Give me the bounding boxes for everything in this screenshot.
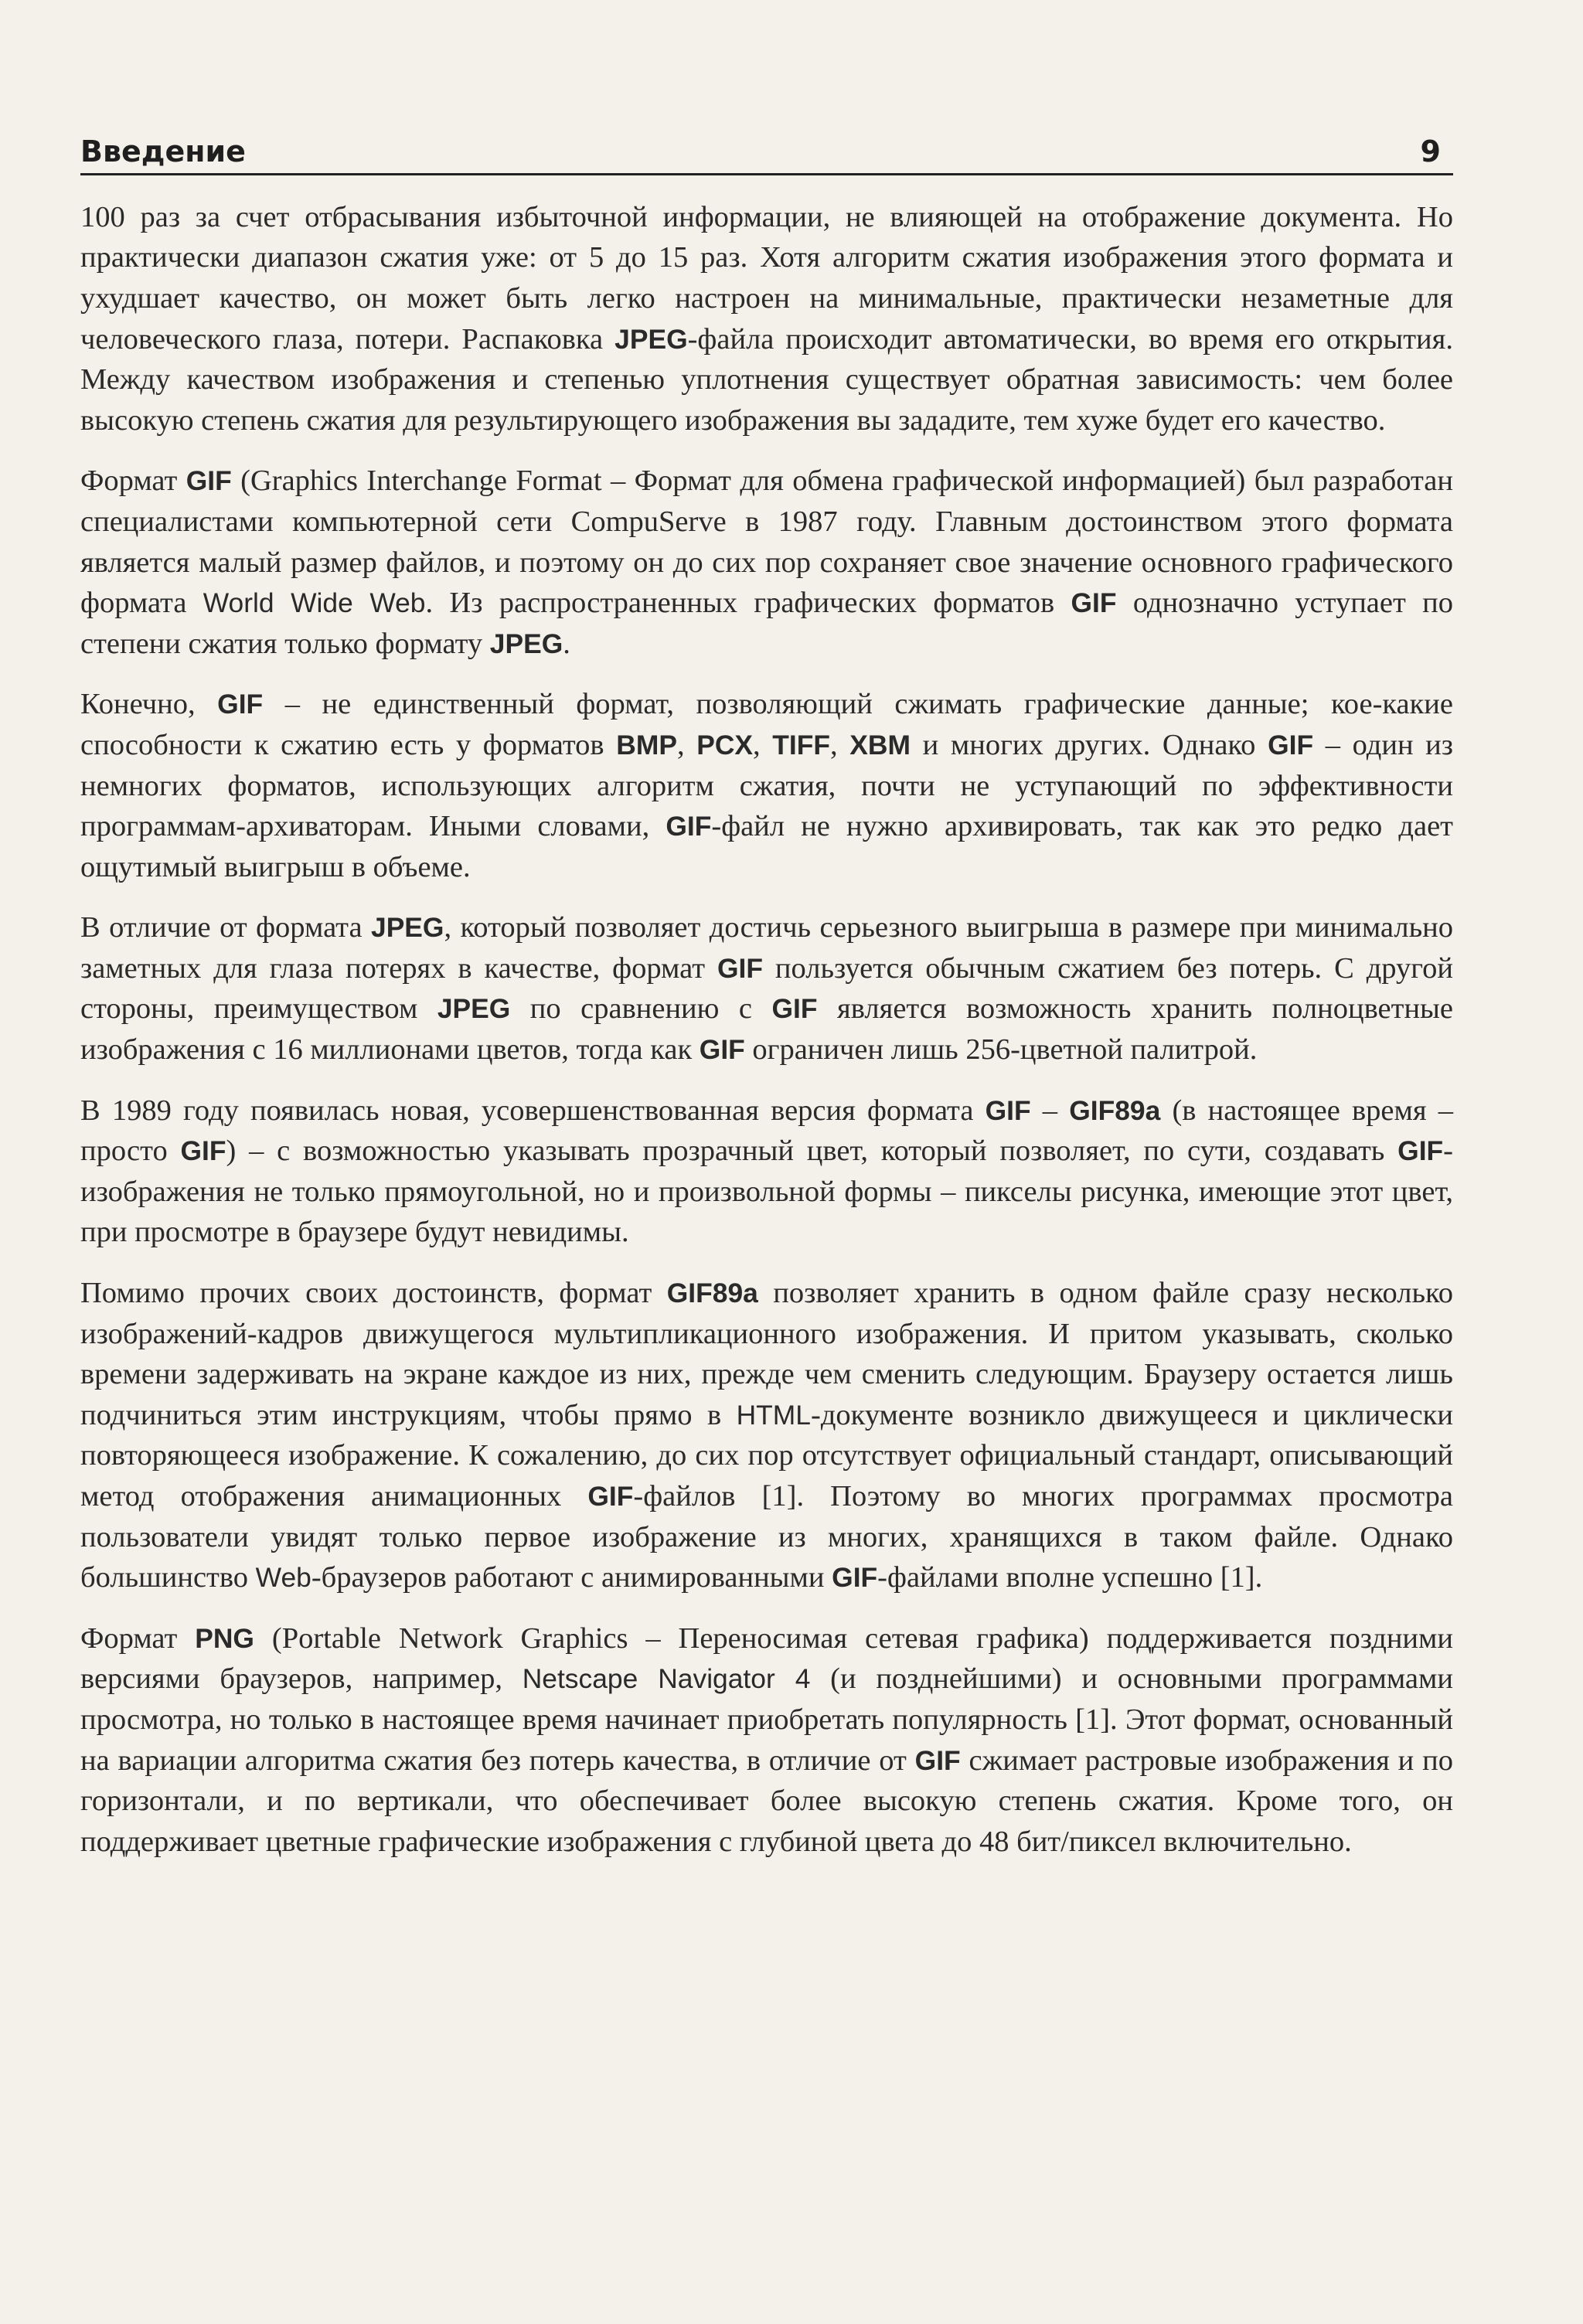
text-run: -файлами вполне успешно [1]. [877, 1561, 1263, 1594]
format-name: JPEG [371, 912, 444, 944]
text-run: ограничен лишь 256-цветной палитрой. [744, 1033, 1258, 1067]
paragraph [80, 907, 1453, 1070]
text-run: -файлов [1]. Поэтому во многих программах просмотра пользователи увидят только первое изображение из многих, хранящихся в таком файле. Однако большинство [80, 1480, 1453, 1594]
format-name: JPEG [437, 993, 511, 1025]
text-run: В отличие от формата [80, 911, 371, 944]
text-run: -документе возникло движущееся и циклически повторяющееся изображение. К сожалению, до сих пор отсутствует официальный стандарт, описывающий метод отображения анимационных [80, 1398, 1453, 1513]
text-run: ) – с возможностью указывать прозрачный цвет, который позволяет, по сути, создавать [226, 1135, 1398, 1168]
format-name: GIF [186, 465, 232, 497]
text-run: позволяет хранить в одном файле сразу несколько изображений-кадров движущегося мультипликационного изображения. И притом указывать, сколько времени задерживать на экране каждое из них, прежде чем сменить следующим. Браузеру остается лишь подчиниться этим инструкциям, чтобы прямо в [80, 1277, 1453, 1431]
format-name: TIFF [772, 729, 831, 760]
format-name: GIF89a [1069, 1094, 1161, 1126]
text-run: однозначно уступает по степени сжатия только формату [80, 587, 1453, 660]
body-text [80, 197, 1453, 1863]
format-name: GIF [699, 1034, 745, 1066]
text-run: -файла происходит автоматически, во время его открытия. Между качеством изображения и степенью уплотнения существует обратная зависимость: чем более высокую степень сжатия для результирующего изображения вы зададите, тем хуже будет его качество. [80, 322, 1453, 437]
text-run: – не единственный формат, позволяющий сжимать графические данные; кое-какие способности к сжатию есть у форматов [80, 688, 1453, 761]
text-run: (Portable Network Graphics – Переносимая сетевая графика) поддерживается поздними версиями браузеров, например, [80, 1621, 1453, 1696]
text-run: -изображения не только прямоугольной, но и произвольной формы – пикселы рисунка, имеющие этот цвет, при просмотре в браузере будут невидимы. [80, 1135, 1453, 1249]
text-run: , [753, 728, 773, 761]
book-page [80, 136, 1453, 1882]
text-run: -браузеров работают с анимированными [311, 1561, 832, 1594]
text-run: сжимает растровые изображения и по горизонтали, и по вертикали, что обеспечивает более высокую степень сжатия. Кроме того, он поддерживает цветные графические изображения с глубиной цвета до 48 бит/пиксел включительно. [80, 1744, 1453, 1858]
format-name: GIF [1071, 587, 1117, 619]
format-name: JPEG [489, 628, 563, 659]
format-name: JPEG [614, 323, 688, 355]
format-name: GIF [1397, 1135, 1444, 1167]
paragraph [80, 197, 1453, 441]
text-run: Netscape Navigator 4 [522, 1663, 811, 1695]
format-name: GIF [1268, 729, 1314, 760]
paragraph [80, 1618, 1453, 1863]
text-run: , [676, 728, 697, 761]
format-name: GIF89a [666, 1278, 758, 1309]
format-name: PNG [195, 1622, 254, 1654]
text-run: Формат [80, 464, 186, 498]
format-name: GIF [587, 1481, 634, 1512]
chapter-title: Введение [80, 134, 246, 168]
format-name: BMP [616, 729, 677, 760]
text-run: 100 раз за счет отбрасывания избыточной информации, не влияющей на отображение документа. Но практически диапазон сжатия уже: от 5 до 15 раз. Хотя алгоритм сжатия изображения этого формата и ухудшает качество, он может быть легко настроен на минимальные, практически незаметные для человеческого глаза, потери. Распаковка [80, 200, 1453, 356]
text-run: World Wide Web [203, 587, 426, 619]
format-name: GIF [217, 689, 264, 720]
format-name: GIF [985, 1094, 1031, 1126]
format-name: XBM [849, 729, 911, 760]
text-run: , [830, 728, 850, 761]
format-name: GIF [771, 993, 818, 1025]
text-run: (Graphics Interchange Format – Формат для обмена графической информацией) был разработан специалистами компьютерной сети CompuServe в 1987 году. Главным достоинством этого формата является малый размер файлов, и поэтому он до сих пор сохраняет свое значение основного графического формата [80, 464, 1453, 620]
text-run: Помимо прочих своих достоинств, формат [80, 1277, 667, 1310]
format-name: GIF [832, 1562, 878, 1594]
text-run: по сравнению с [510, 992, 772, 1026]
text-run: и многих других. Однако [910, 728, 1268, 761]
text-run: . [563, 627, 570, 660]
paragraph [80, 461, 1453, 664]
text-run: Конечно, [80, 688, 218, 721]
text-run: пользуется обычным сжатием без потерь. С другой стороны, преимуществом [80, 951, 1453, 1026]
format-name: GIF [666, 811, 712, 842]
text-run: Формат [80, 1621, 196, 1655]
text-run: является возможность хранить полноцветные изображения с 16 миллионами цветов, тогда как [80, 992, 1454, 1067]
text-run: , который позволяет достичь серьезного выигрыша в размере при минимально заметных для глаза потерях в качестве, формат [80, 911, 1453, 985]
text-run: В 1989 году появилась новая, усовершенствованная версия формата [80, 1094, 986, 1127]
paragraph [80, 1273, 1453, 1598]
text-run: -файл не нужно архивировать, так как это редко дает ощутимый выигрыш в объеме. [80, 810, 1453, 883]
text-run: (в настоящее время – просто [80, 1094, 1454, 1168]
text-run: – один из немногих форматов, использующих алгоритм сжатия, почти не уступающий по эффективности программам-архиваторам. Иными словами, [80, 728, 1453, 843]
format-name: GIF [180, 1135, 226, 1167]
paragraph [80, 1091, 1453, 1253]
format-name: GIF [914, 1744, 961, 1776]
format-name: PCX [696, 729, 754, 760]
text-run: – [1030, 1094, 1070, 1127]
text-run: Web [255, 1562, 311, 1594]
running-header [80, 136, 1453, 175]
text-run: (и позднейшими) и основными программами просмотра, но только в настоящее время начинает приобретать популярность [1]. Этот формат, основанный на вариации алгоритма сжатия без потерь качества, в отличие от [80, 1662, 1453, 1777]
text-run: . Из распространенных графических форматов [425, 587, 1071, 620]
page-number: 9 [1420, 134, 1441, 168]
format-name: GIF [717, 952, 763, 984]
text-run: HTML [736, 1399, 811, 1431]
paragraph [80, 684, 1453, 887]
